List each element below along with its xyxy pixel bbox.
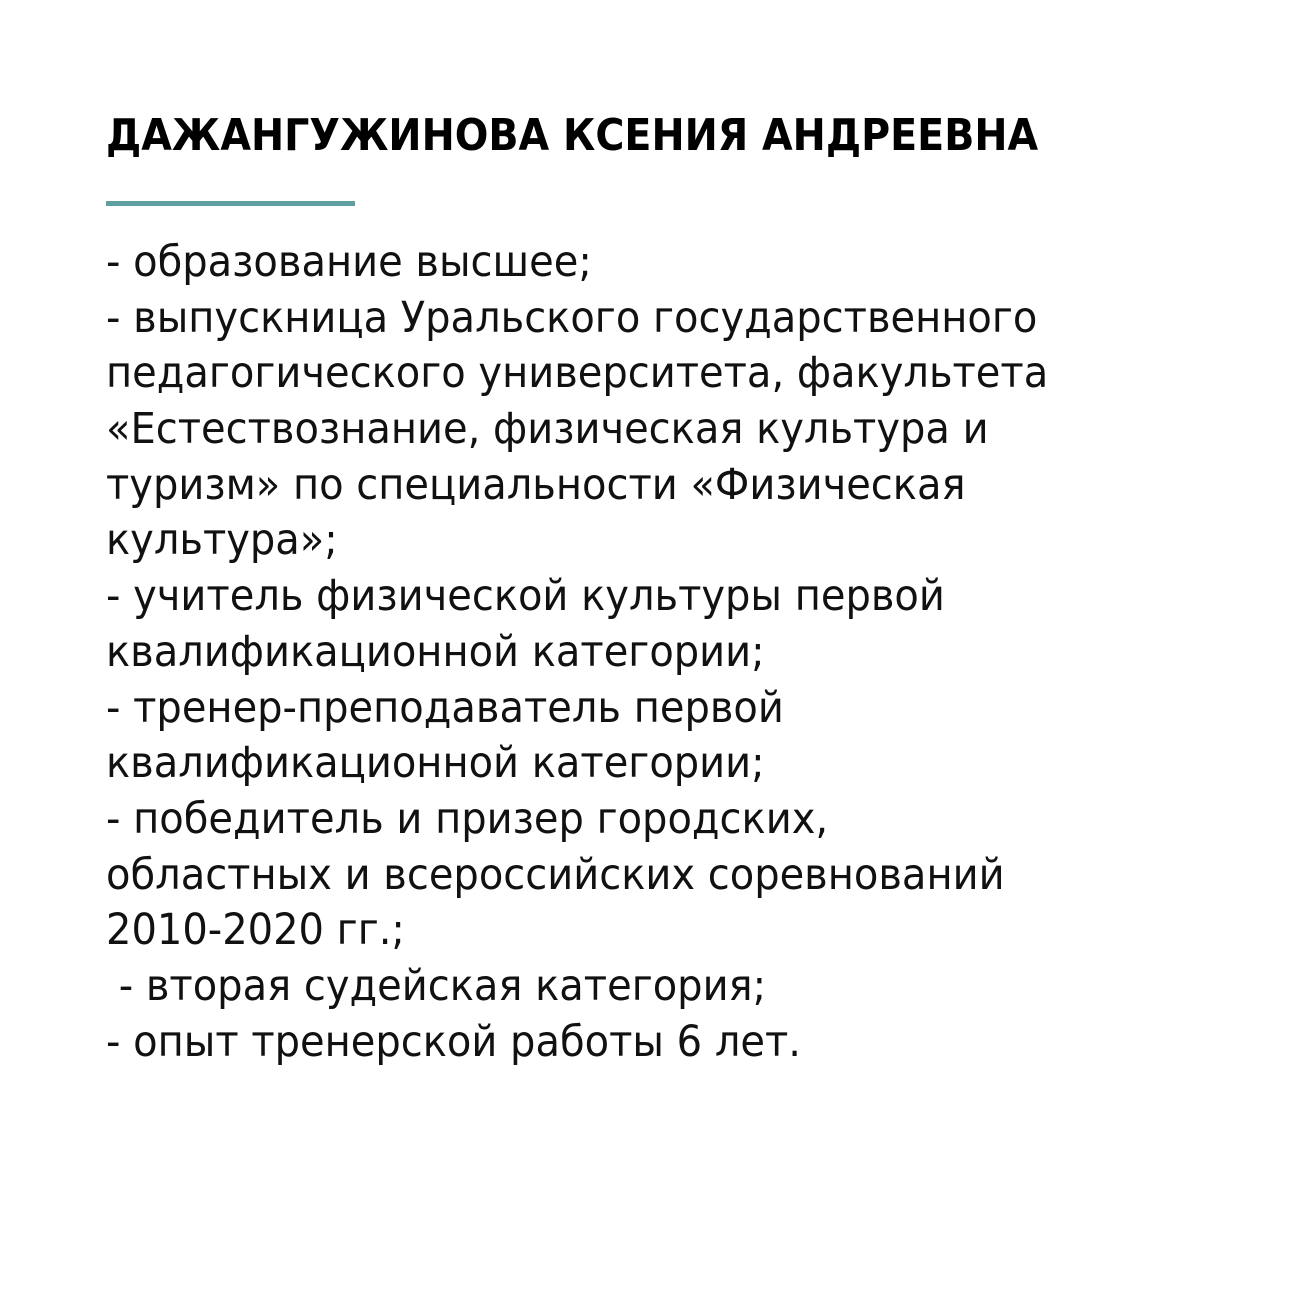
- bio-line: - тренер-преподаватель первой: [106, 682, 784, 733]
- bio-line: - учитель физической культуры первой: [106, 571, 945, 622]
- bio-line: - вторая судейская категория;: [106, 960, 767, 1011]
- bio-line: - образование высшее;: [106, 237, 592, 287]
- bio-line: «Естествознание, физическая культура и: [106, 404, 989, 455]
- bio-line: педагогического университета, факультета: [106, 348, 1049, 399]
- bio-text: [106, 235, 1293, 1070]
- bio-line: - победитель и призер городских,: [106, 793, 829, 844]
- bio-line: областных и всероссийских соревнований: [106, 849, 1005, 900]
- bio-line: туризм» по специальности «Физическая: [106, 459, 966, 510]
- bio-line: культура»;: [106, 515, 338, 566]
- bio-line: квалификационной категории;: [106, 626, 765, 677]
- person-name-title: ДАЖАНГУЖИНОВА КСЕНИЯ АНДРЕЕВНА: [106, 110, 1039, 161]
- title-divider: [106, 201, 355, 206]
- bio-line: 2010-2020 гг.;: [106, 905, 405, 956]
- bio-line: - выпускница Уральского государственного: [106, 292, 1038, 343]
- bio-line: квалификационной категории;: [106, 738, 765, 789]
- bio-line: - опыт тренерской работы 6 лет.: [106, 1016, 801, 1067]
